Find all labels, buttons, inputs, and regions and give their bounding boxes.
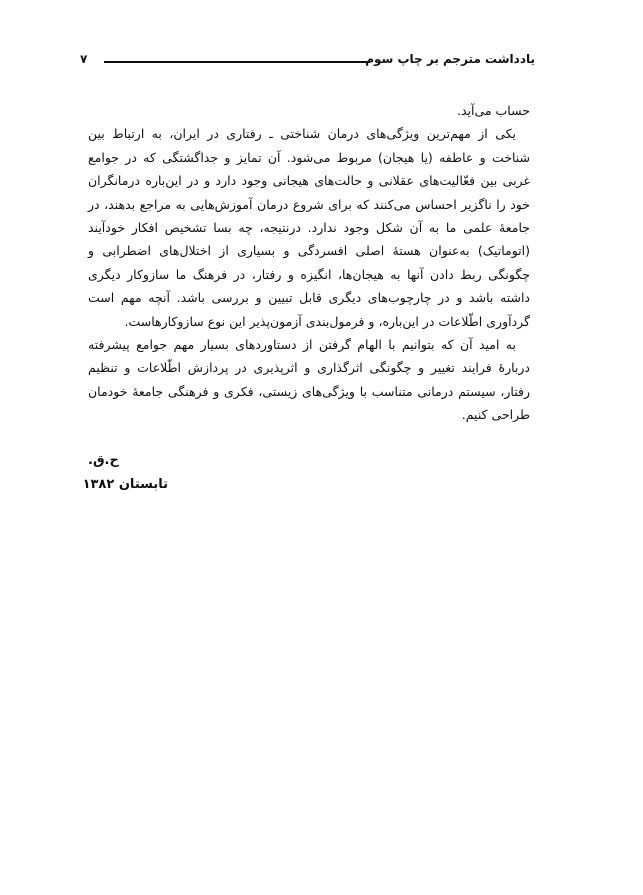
page-header	[80, 50, 535, 72]
header-rule	[104, 61, 370, 63]
signature-date: تابستان ۱۳۸۲	[82, 477, 168, 492]
paragraph: به امید آن که بتوانیم با الهام گرفتن از دستاوردهای بسیار مهم جوامع پیشرفته دربارهٔ فرایند تغییر و چگونگی اثرگذاری و اثرپذیری در پردازش اطّلاعات و تنظیم رفتار، سیستم درمانی متناسب با ویژگی‌های زیستی، فکری و فرهنگی جامعهٔ خودمان طراحی کنیم.	[88, 337, 530, 423]
paragraph: یکی از مهم‌ترین ویژگی‌های درمان شناختی ـ رفتاری در ایران، به ارتباط بین شناخت و عاطفه (یا هیجان) مربوط می‌شود. آن تمایز و جداگشتگی که در جوامع غربی بین فعّالیت‌های عقلانی و حالت‌های هیجانی وجود دارد و در این‌باره درمانگران خود را ناگزیر احساس می‌کنند که برای شروع درمان آموزش‌هایی به مراجع بدهند، در جامعهٔ علمی ما به آن شکل وجود ندارد. درنتیجه، چه بسا تشخیص افکار خودآیند (اتوماتیک) به‌عنوان هستهٔ اصلی افسردگی و بسیاری از اختلال‌های اضطرابی و چگونگی ربط دادن آنها به هیجان‌ها، انگیزه و رفتار، در فرهنگ ما سازوکار دیگری داشته باشد و در چارچوب‌های دیگری قابل تبیین و بررسی باشد. آنچه مهم است گردآوری اطّلاعات در این‌باره، و فرمول‌بندی آزمون‌پذیر این نوع سازوکارهاست.	[88, 126, 530, 329]
page-number: ۷	[80, 52, 88, 66]
running-title: یادداشت مترجم بر چاپ سوم	[365, 52, 535, 66]
body-text	[88, 99, 530, 427]
translator-initials: ح.ق.	[88, 453, 119, 468]
paragraph-continuation: حساب می‌آید.	[456, 103, 530, 118]
signature-block	[82, 447, 168, 495]
